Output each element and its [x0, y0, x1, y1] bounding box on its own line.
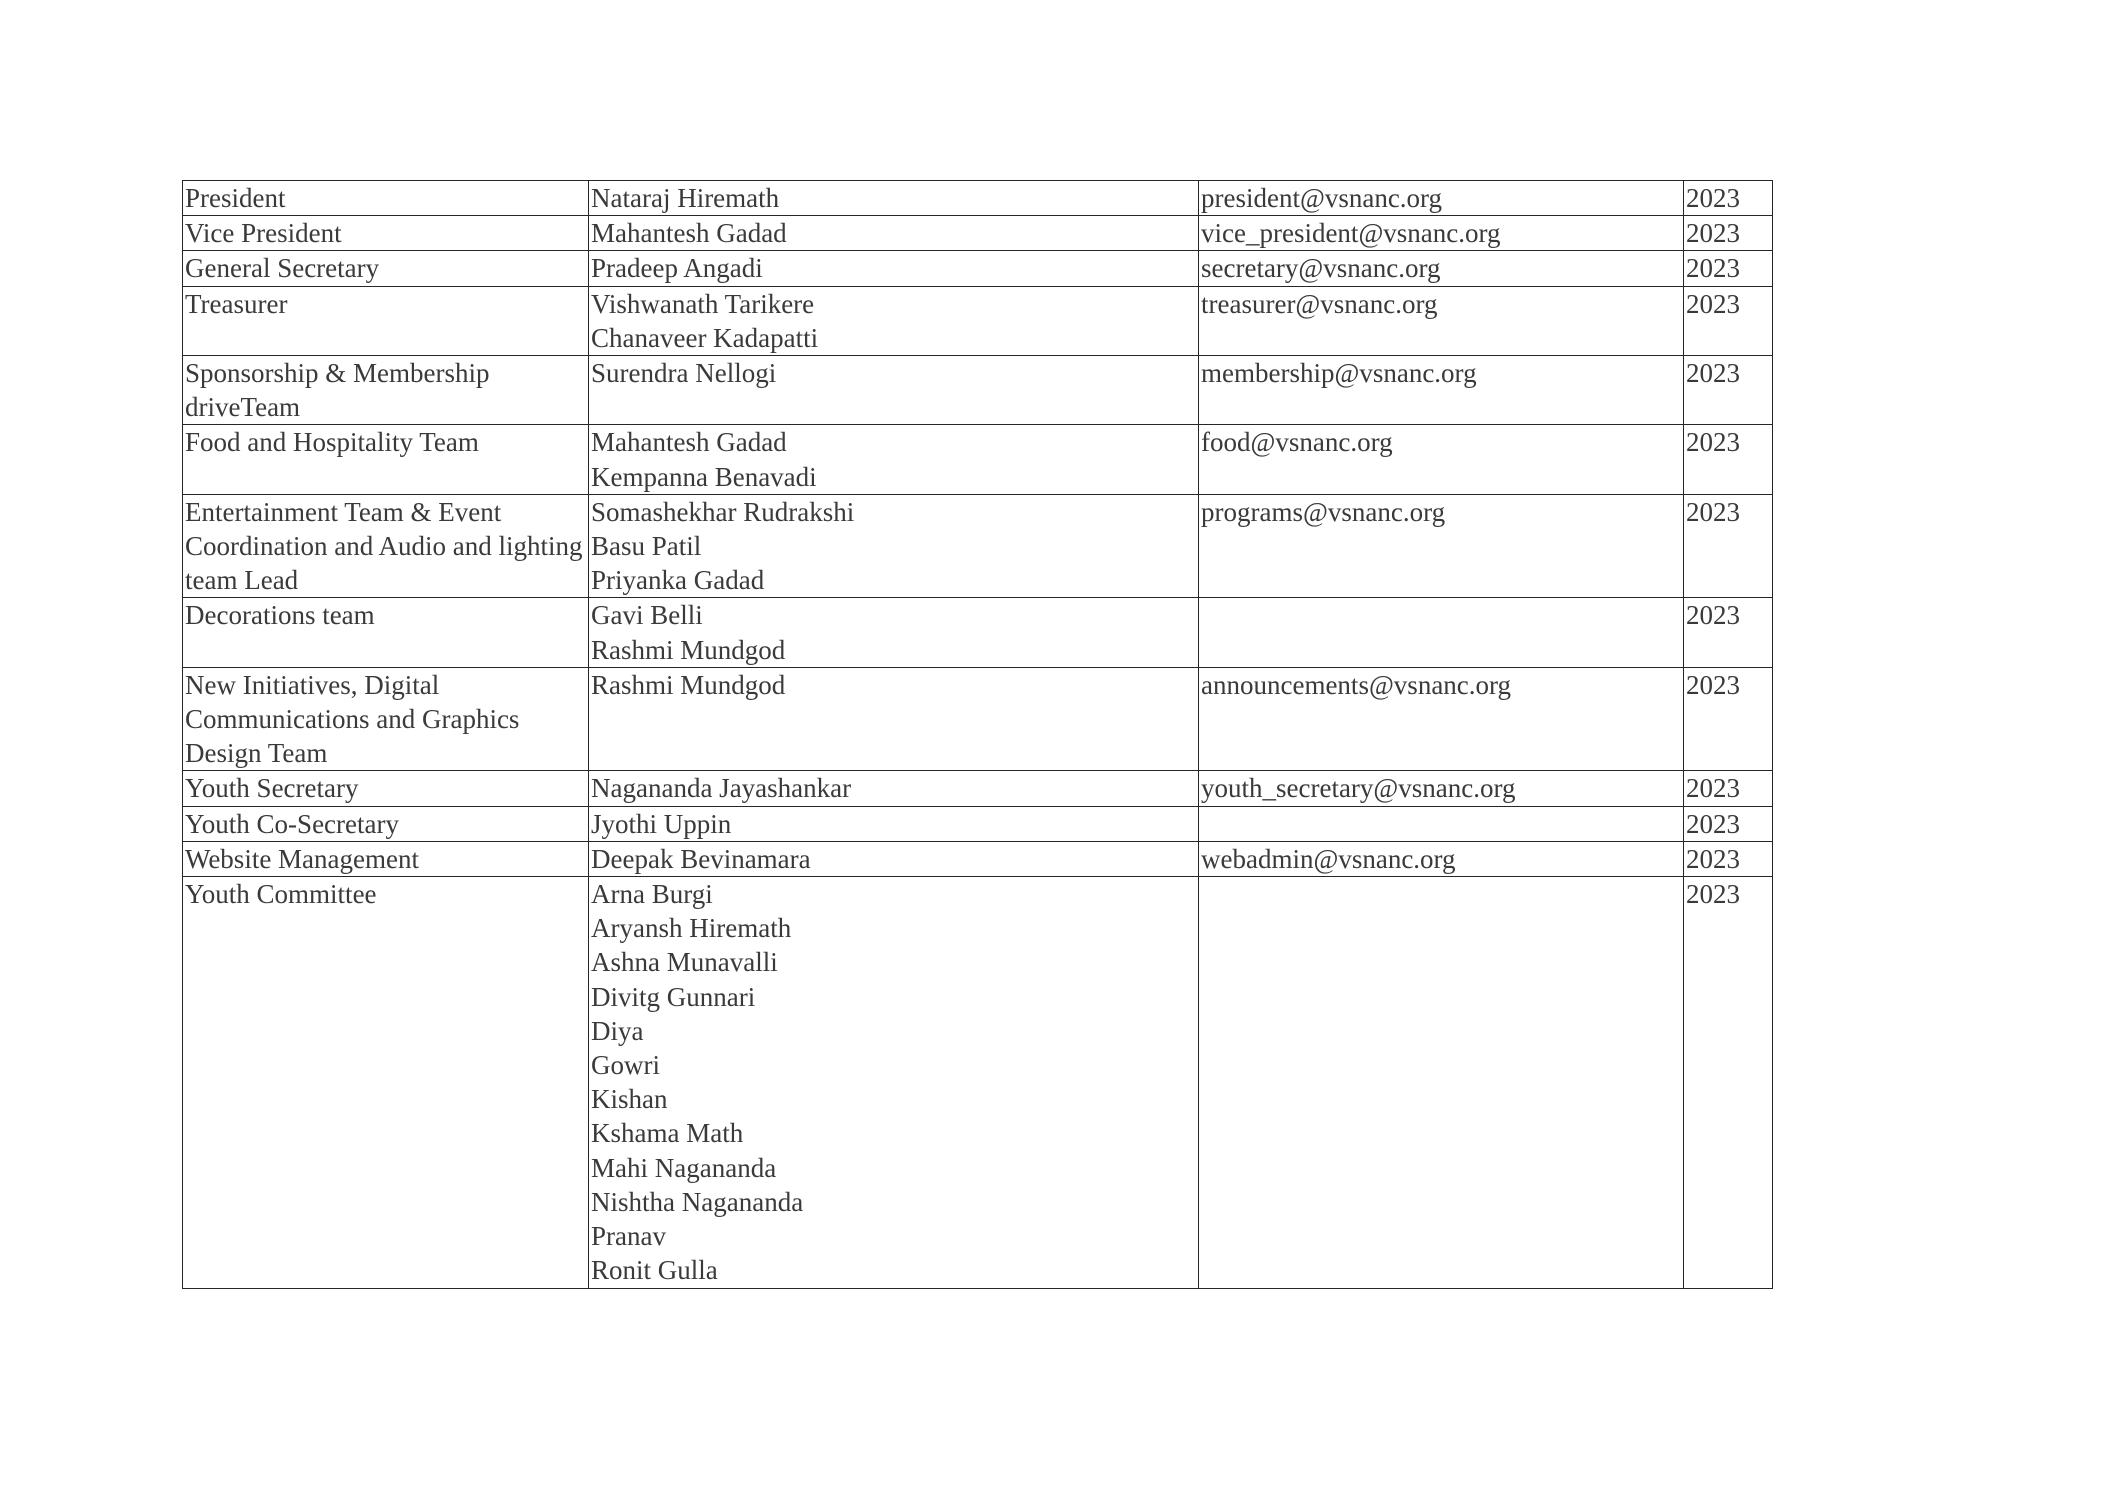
member-name: Divitg Gunnari: [591, 981, 756, 1012]
table-row: [183, 425, 1773, 494]
email-cell: webadmin@vsnanc.org: [1199, 841, 1684, 876]
year-cell: 2023: [1684, 667, 1773, 771]
email-cell: food@vsnanc.org: [1199, 425, 1684, 494]
role-cell: Entertainment Team & Event Coordination and Audio and lighting team Lead: [183, 494, 589, 598]
member-name: Nataraj Hiremath: [591, 183, 780, 213]
email-cell: announcements@vsnanc.org: [1199, 667, 1684, 771]
member-name: Arna Burgi: [591, 879, 713, 910]
member-name: Diya: [591, 1015, 644, 1046]
year-cell: 2023: [1684, 877, 1773, 1288]
member-name: Mahantesh Gadad: [591, 427, 787, 458]
member-name: Aryansh Hiremath: [591, 913, 792, 944]
email-cell: membership@vsnanc.org: [1199, 356, 1684, 425]
role-cell: President: [183, 181, 589, 216]
names-cell: [589, 877, 1199, 1288]
names-cell: [589, 771, 1199, 806]
table-row: [183, 841, 1773, 876]
member-name: Nagananda Jayashankar: [591, 773, 852, 804]
year-cell: 2023: [1684, 286, 1773, 355]
names-cell: [589, 286, 1199, 355]
member-name: Vishwanath Tarikere: [591, 288, 815, 319]
email-cell: vice_president@vsnanc.org: [1199, 216, 1684, 251]
email-cell: [1199, 877, 1684, 1288]
table-row: [183, 181, 1773, 216]
member-name: Somashekhar Rudrakshi: [591, 496, 855, 527]
member-name: Chanaveer Kadapatti: [591, 322, 819, 353]
names-cell: [589, 356, 1199, 425]
member-name: Mahi Nagananda: [591, 1152, 777, 1183]
table-row: [183, 494, 1773, 598]
email-cell: president@vsnanc.org: [1199, 181, 1684, 216]
table-row: [183, 216, 1773, 251]
member-name: Surendra Nellogi: [591, 358, 777, 389]
member-name: Ronit Gulla: [591, 1255, 718, 1286]
email-cell: [1199, 806, 1684, 841]
member-name: Pradeep Angadi: [591, 253, 763, 284]
member-name: Kshama Math: [591, 1118, 744, 1149]
table-row: [183, 598, 1773, 667]
table-row: [183, 356, 1773, 425]
member-name: Kempanna Benavadi: [591, 461, 817, 492]
names-cell: [589, 181, 1199, 216]
member-name: Mahantesh Gadad: [591, 218, 787, 249]
member-name: Deepak Bevinamara: [591, 843, 811, 874]
table-row: [183, 251, 1773, 286]
email-cell: treasurer@vsnanc.org: [1199, 286, 1684, 355]
committee-roster-table: [182, 180, 1773, 1289]
role-cell: Treasurer: [183, 286, 589, 355]
table-row: [183, 667, 1773, 771]
role-cell: Youth Co-Secretary: [183, 806, 589, 841]
names-cell: [589, 216, 1199, 251]
year-cell: 2023: [1684, 841, 1773, 876]
year-cell: 2023: [1684, 251, 1773, 286]
names-cell: [589, 251, 1199, 286]
member-name: Priyanka Gadad: [591, 565, 765, 596]
names-cell: [589, 598, 1199, 667]
year-cell: 2023: [1684, 771, 1773, 806]
table-row: [183, 877, 1773, 1288]
role-cell: Youth Committee: [183, 877, 589, 1288]
role-cell: Food and Hospitality Team: [183, 425, 589, 494]
committee-roster-table-container: [182, 180, 1773, 1289]
table-row: [183, 771, 1773, 806]
names-cell: [589, 667, 1199, 771]
member-name: Kishan: [591, 1084, 668, 1115]
member-name: Jyothi Uppin: [591, 808, 732, 839]
member-name: Pranav: [591, 1221, 666, 1252]
role-cell: Youth Secretary: [183, 771, 589, 806]
role-cell: General Secretary: [183, 251, 589, 286]
member-name: Basu Patil: [591, 531, 702, 562]
year-cell: 2023: [1684, 181, 1773, 216]
member-name: Rashmi Mundgod: [591, 669, 786, 700]
role-cell: Website Management: [183, 841, 589, 876]
email-cell: programs@vsnanc.org: [1199, 494, 1684, 598]
role-cell: Decorations team: [183, 598, 589, 667]
year-cell: 2023: [1684, 356, 1773, 425]
member-name: Rashmi Mundgod: [591, 634, 786, 665]
year-cell: 2023: [1684, 598, 1773, 667]
committee-roster-body: [183, 181, 1773, 1289]
names-cell: [589, 806, 1199, 841]
table-row: [183, 806, 1773, 841]
email-cell: [1199, 598, 1684, 667]
email-cell: youth_secretary@vsnanc.org: [1199, 771, 1684, 806]
role-cell: Vice President: [183, 216, 589, 251]
names-cell: [589, 425, 1199, 494]
role-cell: New Initiatives, Digital Communications and Graphics Design Team: [183, 667, 589, 771]
year-cell: 2023: [1684, 494, 1773, 598]
member-name: Gavi Belli: [591, 600, 703, 631]
member-name: Ashna Munavalli: [591, 947, 778, 978]
member-name: Nishtha Nagananda: [591, 1186, 804, 1217]
year-cell: 2023: [1684, 806, 1773, 841]
names-cell: [589, 841, 1199, 876]
year-cell: 2023: [1684, 216, 1773, 251]
year-cell: 2023: [1684, 425, 1773, 494]
email-cell: secretary@vsnanc.org: [1199, 251, 1684, 286]
table-row: [183, 286, 1773, 355]
member-name: Gowri: [591, 1050, 660, 1081]
names-cell: [589, 494, 1199, 598]
role-cell: Sponsorship & Membership driveTeam: [183, 356, 589, 425]
